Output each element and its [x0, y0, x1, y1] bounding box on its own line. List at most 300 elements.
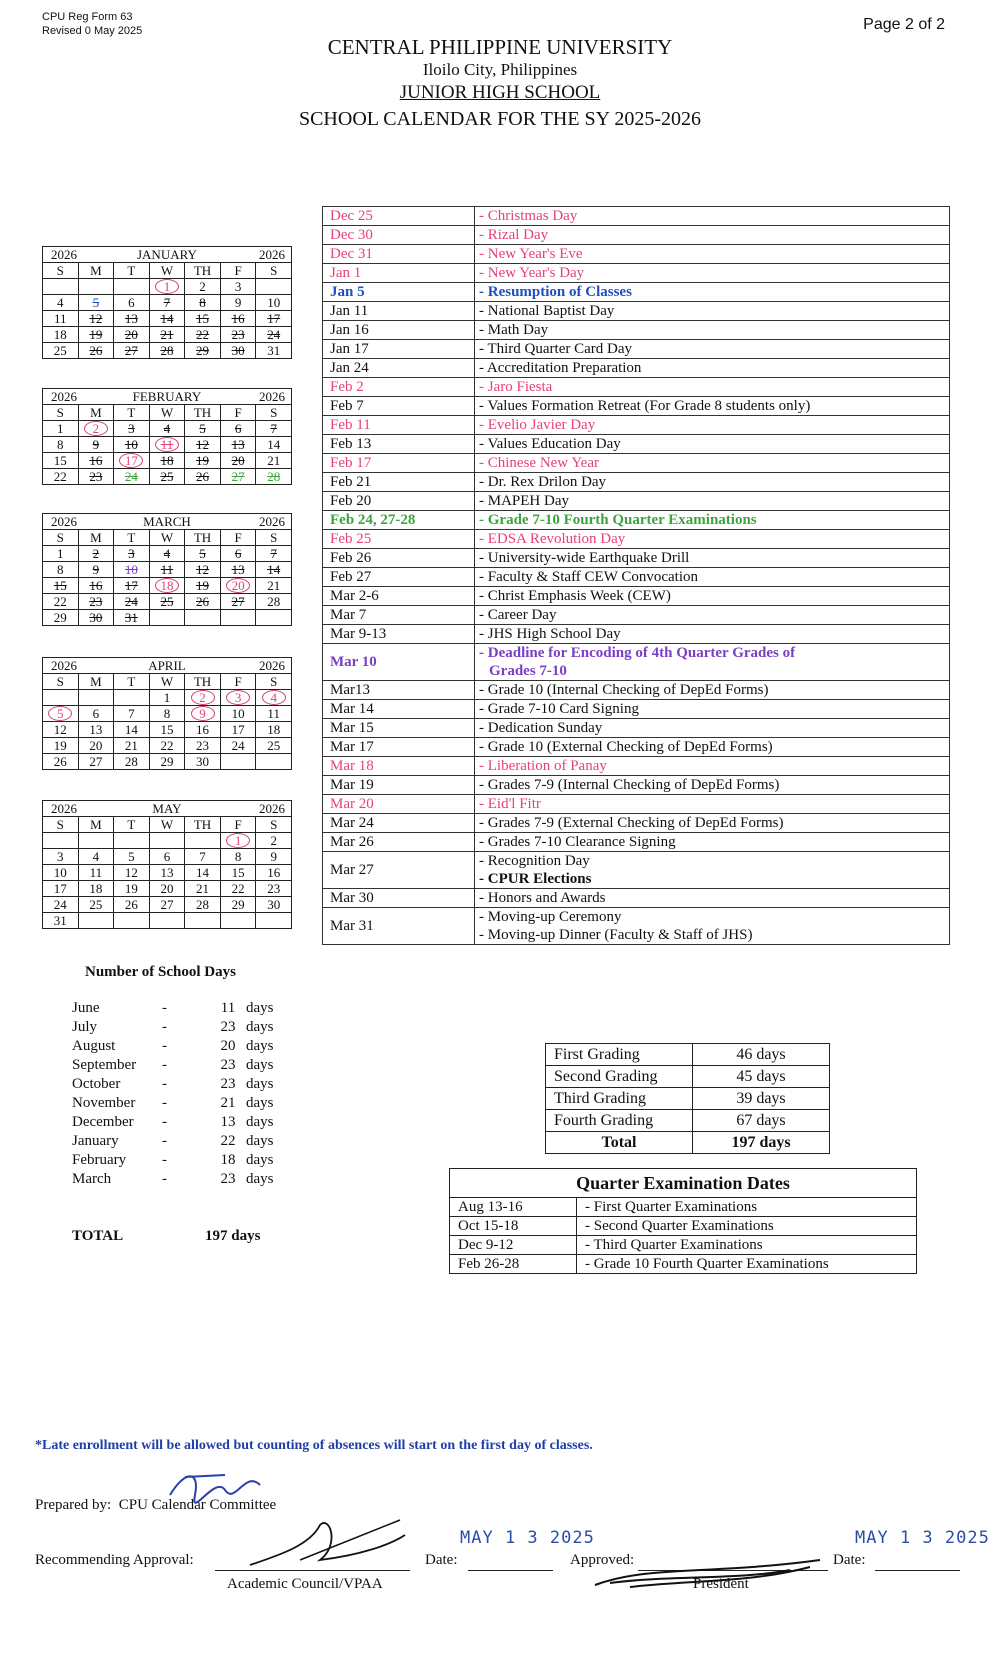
calendar-day: 14 [185, 865, 221, 881]
calendar-day: 5 [185, 546, 221, 562]
calendar-day: 9 [78, 562, 114, 578]
grading-row [546, 1066, 830, 1088]
calendar-day: 10 [220, 706, 256, 722]
day-count: 21 [220, 1095, 236, 1111]
calendar-week [43, 865, 292, 881]
calendar-april [42, 657, 292, 770]
day-unit: days [246, 1114, 274, 1130]
calendar-day: 6 [220, 546, 256, 562]
school-days-row [72, 1151, 274, 1170]
exam-description: - Third Quarter Examinations [577, 1236, 917, 1255]
calendar-day: 25 [149, 594, 185, 610]
grading-label: Second Grading [546, 1066, 693, 1088]
calendar-year: 2026 [220, 247, 291, 263]
event-row [323, 264, 950, 283]
calendar-march [42, 513, 292, 626]
calendar-day [185, 913, 221, 929]
quarter-exam-table [449, 1168, 917, 1274]
school-days-row [72, 1018, 274, 1037]
calendar-day: 1 [43, 421, 79, 437]
date-label-2: Date: [833, 1552, 866, 1568]
calendar-day: 21 [149, 327, 185, 343]
event-date: Mar 26 [323, 833, 475, 852]
month-name: December [72, 1114, 134, 1130]
school-days-table [72, 999, 274, 1189]
calendar-month: APRIL [114, 658, 221, 674]
calendar-day: 12 [43, 722, 79, 738]
calendar-day: 5 [43, 706, 79, 722]
quarter-exam-title: Quarter Examination Dates [450, 1169, 917, 1198]
calendar-day: 14 [114, 722, 150, 738]
weekday-label: T [114, 530, 150, 546]
calendar-day: 18 [256, 722, 292, 738]
quarter-exam-row [450, 1198, 917, 1217]
recommending-approval: Recommending Approval: [35, 1552, 194, 1568]
calendar-day: 29 [43, 610, 79, 626]
event-description: - Liberation of Panay [475, 757, 950, 776]
calendar-day: 9 [185, 706, 221, 722]
event-description: - Grades 7-10 Clearance Signing [475, 833, 950, 852]
calendar-day: 22 [43, 594, 79, 610]
month-name: September [72, 1057, 137, 1073]
grading-label: Total [546, 1132, 693, 1154]
calendar-day: 6 [78, 706, 114, 722]
event-description: - Christmas Day [475, 207, 950, 226]
calendar-day: 4 [149, 546, 185, 562]
calendar-week [43, 279, 292, 295]
calendar-day: 4 [149, 421, 185, 437]
event-description: - Jaro Fiesta [475, 378, 950, 397]
day-unit: days [246, 1019, 274, 1035]
event-date: Jan 1 [323, 264, 475, 283]
event-row [323, 359, 950, 378]
event-date: Mar 30 [323, 889, 475, 908]
event-date: Jan 24 [323, 359, 475, 378]
event-row [323, 245, 950, 264]
calendar-day: 1 [149, 690, 185, 706]
event-description: - Grade 10 (Internal Checking of DepEd Forms) [475, 681, 950, 700]
calendar-day: 17 [114, 453, 150, 469]
calendar-day: 2 [78, 546, 114, 562]
calendar-day: 3 [43, 849, 79, 865]
calendar-week [43, 849, 292, 865]
calendar-day: 3 [220, 690, 256, 706]
quarter-exam-row [450, 1255, 917, 1274]
calendar-day: 15 [43, 578, 79, 594]
calendar-day: 24 [114, 469, 150, 485]
school-days-row [72, 1170, 274, 1189]
event-row [323, 644, 950, 681]
weekday-label: S [256, 263, 292, 279]
calendar-day: 3 [114, 421, 150, 437]
event-row [323, 625, 950, 644]
calendar-day: 15 [220, 865, 256, 881]
weekday-label: F [220, 674, 256, 690]
calendar-day [149, 913, 185, 929]
quarter-exam-row [450, 1236, 917, 1255]
event-date: Jan 16 [323, 321, 475, 340]
weekday-label: S [43, 674, 79, 690]
calendar-week [43, 722, 292, 738]
event-date: Mar 9-13 [323, 625, 475, 644]
calendar-year: 2026 [220, 658, 291, 674]
grading-row [546, 1044, 830, 1066]
events-table [322, 206, 950, 945]
calendar-day: 17 [114, 578, 150, 594]
calendar-week [43, 690, 292, 706]
day-count: 18 [220, 1152, 236, 1168]
calendar-day [185, 610, 221, 626]
event-description: - Grade 7-10 Card Signing [475, 700, 950, 719]
calendar-day: 11 [149, 437, 185, 453]
event-description: - Honors and Awards [475, 889, 950, 908]
event-row [323, 473, 950, 492]
city: Iloilo City, Philippines [422, 60, 578, 79]
calendar-week [43, 421, 292, 437]
event-date: Jan 17 [323, 340, 475, 359]
calendar-day: 12 [185, 437, 221, 453]
weekday-label: W [149, 263, 185, 279]
day-unit: days [246, 1095, 274, 1111]
calendar-day [43, 833, 79, 849]
calendar-week [43, 562, 292, 578]
dash: - [162, 1095, 167, 1111]
event-row [323, 814, 950, 833]
month-name: July [72, 1019, 98, 1035]
event-row [323, 852, 950, 889]
grading-row [546, 1132, 830, 1154]
dash: - [162, 1000, 167, 1016]
calendar-day: 19 [43, 738, 79, 754]
calendar-day: 20 [114, 327, 150, 343]
weekday-label: S [256, 530, 292, 546]
calendar-week [43, 897, 292, 913]
calendar-day [114, 690, 150, 706]
calendar-week [43, 327, 292, 343]
school-days-row [72, 999, 274, 1018]
grading-value: 46 days [693, 1044, 830, 1066]
calendar-week [43, 913, 292, 929]
calendar-day: 13 [220, 562, 256, 578]
calendar-day: 22 [220, 881, 256, 897]
calendar-day: 30 [220, 343, 256, 359]
dash: - [162, 1038, 167, 1054]
calendar-week [43, 546, 292, 562]
event-date: Feb 21 [323, 473, 475, 492]
calendar-month: MAY [114, 801, 221, 817]
weekday-label: M [78, 674, 114, 690]
event-date: Dec 25 [323, 207, 475, 226]
calendar-day: 29 [185, 343, 221, 359]
event-date: Mar 17 [323, 738, 475, 757]
calendar-day: 26 [114, 897, 150, 913]
weekday-label: S [43, 405, 79, 421]
event-description: - Grade 7-10 Fourth Quarter Examinations [475, 511, 950, 530]
month-name: January [72, 1133, 119, 1149]
calendar-day [114, 279, 150, 295]
calendar-day: 2 [185, 690, 221, 706]
event-description: - Evelio Javier Day [475, 416, 950, 435]
event-row [323, 283, 950, 302]
event-description: - Grades 7-9 (External Checking of DepEd Forms) [475, 814, 950, 833]
date-stamp-1: MAY 1 3 2025 [460, 1528, 595, 1548]
event-date: Mar 14 [323, 700, 475, 719]
calendar-february [42, 388, 292, 485]
calendar-day: 4 [256, 690, 292, 706]
calendar-day [256, 279, 292, 295]
calendar-day: 31 [114, 610, 150, 626]
form-code: CPU Reg Form 63 Revised 0 May 2025 [42, 11, 143, 37]
day-count: 22 [220, 1133, 236, 1149]
calendar-day: 26 [43, 754, 79, 770]
calendar-day: 27 [78, 754, 114, 770]
weekday-label: M [78, 817, 114, 833]
calendar-day: 14 [256, 562, 292, 578]
month-name: August [72, 1038, 116, 1054]
event-row [323, 511, 950, 530]
calendar-day: 27 [114, 343, 150, 359]
dash: - [162, 1057, 167, 1073]
calendar-day: 27 [149, 897, 185, 913]
grading-row [546, 1110, 830, 1132]
calendar-day: 17 [256, 311, 292, 327]
weekday-label: T [114, 674, 150, 690]
calendar-day [78, 690, 114, 706]
calendar-month: JANUARY [114, 247, 221, 263]
calendar-day: 8 [43, 562, 79, 578]
calendar-day: 5 [78, 295, 114, 311]
dash: - [162, 1114, 167, 1130]
event-date: Mar 2-6 [323, 587, 475, 606]
calendar-day: 29 [220, 897, 256, 913]
school-days-row [72, 1037, 274, 1056]
calendar-day [220, 610, 256, 626]
school-name: JUNIOR HIGH SCHOOL [399, 82, 601, 103]
school-days-total-label: TOTAL [72, 1228, 124, 1244]
calendar-day: 8 [43, 437, 79, 453]
date-label-1: Date: [425, 1552, 458, 1568]
calendar-day: 8 [220, 849, 256, 865]
event-row [323, 681, 950, 700]
event-description: - Christ Emphasis Week (CEW) [475, 587, 950, 606]
calendar-day: 21 [256, 578, 292, 594]
event-row [323, 435, 950, 454]
calendar-day: 30 [185, 754, 221, 770]
calendar-day: 15 [43, 453, 79, 469]
calendar-day: 19 [185, 578, 221, 594]
calendar-week [43, 469, 292, 485]
signature-prepared [165, 1465, 275, 1510]
month-name: October [72, 1076, 121, 1092]
weekday-label: F [220, 530, 256, 546]
day-unit: days [246, 1000, 274, 1016]
calendar-day: 20 [220, 453, 256, 469]
weekday-label: TH [185, 674, 221, 690]
day-unit: days [246, 1152, 274, 1168]
event-date: Jan 11 [323, 302, 475, 321]
grading-table [545, 1043, 830, 1154]
calendar-day: 3 [114, 546, 150, 562]
weekday-label: S [256, 674, 292, 690]
event-date: Feb 11 [323, 416, 475, 435]
event-row [323, 776, 950, 795]
calendar-day: 19 [114, 881, 150, 897]
month-name: June [72, 1000, 100, 1016]
exam-description: - Grade 10 Fourth Quarter Examinations [577, 1255, 917, 1274]
calendar-day: 6 [114, 295, 150, 311]
dash: - [162, 1171, 167, 1187]
weekday-label: TH [185, 530, 221, 546]
calendar-day: 16 [256, 865, 292, 881]
calendar-day: 26 [185, 594, 221, 610]
event-description: - Deadline for Encoding of 4th Quarter Grades of Grades 7-10 [475, 644, 950, 681]
grading-value: 67 days [693, 1110, 830, 1132]
calendar-day: 9 [256, 849, 292, 865]
calendar-day: 6 [149, 849, 185, 865]
calendar-day: 11 [43, 311, 79, 327]
calendar-day: 27 [220, 469, 256, 485]
calendar-day: 1 [149, 279, 185, 295]
month-name: November [72, 1095, 136, 1111]
calendar-day [256, 754, 292, 770]
event-description: - Eid'l Fitr [475, 795, 950, 814]
event-date: Mar 20 [323, 795, 475, 814]
exam-date: Oct 15-18 [450, 1217, 577, 1236]
grading-label: Fourth Grading [546, 1110, 693, 1132]
calendar-day [43, 279, 79, 295]
calendar-day: 20 [78, 738, 114, 754]
calendar-day [220, 754, 256, 770]
school-days-row [72, 1075, 274, 1094]
event-row [323, 606, 950, 625]
calendar-day: 26 [78, 343, 114, 359]
event-row [323, 908, 950, 945]
calendar-week [43, 437, 292, 453]
calendar-day: 4 [43, 295, 79, 311]
event-description: - EDSA Revolution Day [475, 530, 950, 549]
grading-value: 39 days [693, 1088, 830, 1110]
calendar-year: 2026 [43, 801, 114, 817]
calendar-week [43, 594, 292, 610]
day-count: 23 [220, 1057, 236, 1073]
weekday-label: W [149, 405, 185, 421]
calendar-day: 21 [256, 453, 292, 469]
calendar-day: 16 [220, 311, 256, 327]
calendar-day: 10 [114, 562, 150, 578]
calendar-week [43, 343, 292, 359]
calendar-may [42, 800, 292, 929]
event-row [323, 416, 950, 435]
day-count: 23 [220, 1171, 236, 1187]
exam-date: Feb 26-28 [450, 1255, 577, 1274]
late-enrollment-note: *Late enrollment will be allowed but counting of absences will start on the first day of classes. [35, 1438, 593, 1453]
event-description: - Grade 10 (External Checking of DepEd Forms) [475, 738, 950, 757]
calendar-day [78, 833, 114, 849]
event-description: - Career Day [475, 606, 950, 625]
day-count: 20 [220, 1038, 236, 1054]
calendar-day: 11 [149, 562, 185, 578]
calendar-day: 9 [220, 295, 256, 311]
weekday-label: W [149, 530, 185, 546]
school-days-title: Number of School Days [85, 964, 236, 980]
grading-label: Third Grading [546, 1088, 693, 1110]
dash: - [162, 1019, 167, 1035]
event-date: Feb 26 [323, 549, 475, 568]
calendar-day [78, 279, 114, 295]
event-date: Jan 5 [323, 283, 475, 302]
event-description: - National Baptist Day [475, 302, 950, 321]
dash: - [162, 1152, 167, 1168]
event-description: - Grades 7-9 (Internal Checking of DepEd Forms) [475, 776, 950, 795]
calendar-day: 21 [114, 738, 150, 754]
calendar-year: 2026 [220, 514, 291, 530]
calendar-day: 9 [78, 437, 114, 453]
exam-date: Dec 9-12 [450, 1236, 577, 1255]
event-row [323, 738, 950, 757]
calendar-day: 18 [149, 453, 185, 469]
calendar-day [185, 833, 221, 849]
event-date: Mar 18 [323, 757, 475, 776]
calendar-day: 8 [149, 706, 185, 722]
calendar-year: 2026 [43, 658, 114, 674]
calendar-day: 20 [220, 578, 256, 594]
event-date: Feb 17 [323, 454, 475, 473]
calendar-day: 7 [256, 546, 292, 562]
event-description: - MAPEH Day [475, 492, 950, 511]
weekday-label: F [220, 405, 256, 421]
weekday-label: W [149, 817, 185, 833]
grading-row [546, 1088, 830, 1110]
event-description: - New Year's Day [475, 264, 950, 283]
calendar-day: 29 [149, 754, 185, 770]
event-row [323, 454, 950, 473]
calendar-day: 31 [43, 913, 79, 929]
exam-description: - Second Quarter Examinations [577, 1217, 917, 1236]
event-date: Mar 7 [323, 606, 475, 625]
calendar-day: 1 [43, 546, 79, 562]
event-date: Mar 27 [323, 852, 475, 889]
academic-council: Academic Council/VPAA [227, 1576, 383, 1592]
event-row [323, 568, 950, 587]
dash: - [162, 1076, 167, 1092]
event-description: - Moving-up Ceremony - Moving-up Dinner (Faculty & Staff of JHS) [475, 908, 950, 945]
calendar-day [114, 913, 150, 929]
calendar-day: 28 [149, 343, 185, 359]
calendar-day: 12 [78, 311, 114, 327]
calendar-day: 18 [149, 578, 185, 594]
day-unit: days [246, 1076, 274, 1092]
event-date: Feb 7 [323, 397, 475, 416]
event-description: - Faculty & Staff CEW Convocation [475, 568, 950, 587]
calendar-day: 13 [114, 311, 150, 327]
weekday-label: F [220, 817, 256, 833]
calendar-day: 14 [256, 437, 292, 453]
event-date: Mar13 [323, 681, 475, 700]
calendar-day: 28 [114, 754, 150, 770]
event-date: Dec 31 [323, 245, 475, 264]
event-row [323, 889, 950, 908]
school-days-total-value: 197 days [205, 1228, 261, 1244]
calendar-month: MARCH [114, 514, 221, 530]
calendar-day: 23 [220, 327, 256, 343]
event-row [323, 795, 950, 814]
weekday-label: S [43, 263, 79, 279]
day-unit: days [246, 1057, 274, 1073]
calendar-day: 23 [256, 881, 292, 897]
school-days-row [72, 1132, 274, 1151]
event-description: - Chinese New Year [475, 454, 950, 473]
calendar-day: 15 [149, 722, 185, 738]
